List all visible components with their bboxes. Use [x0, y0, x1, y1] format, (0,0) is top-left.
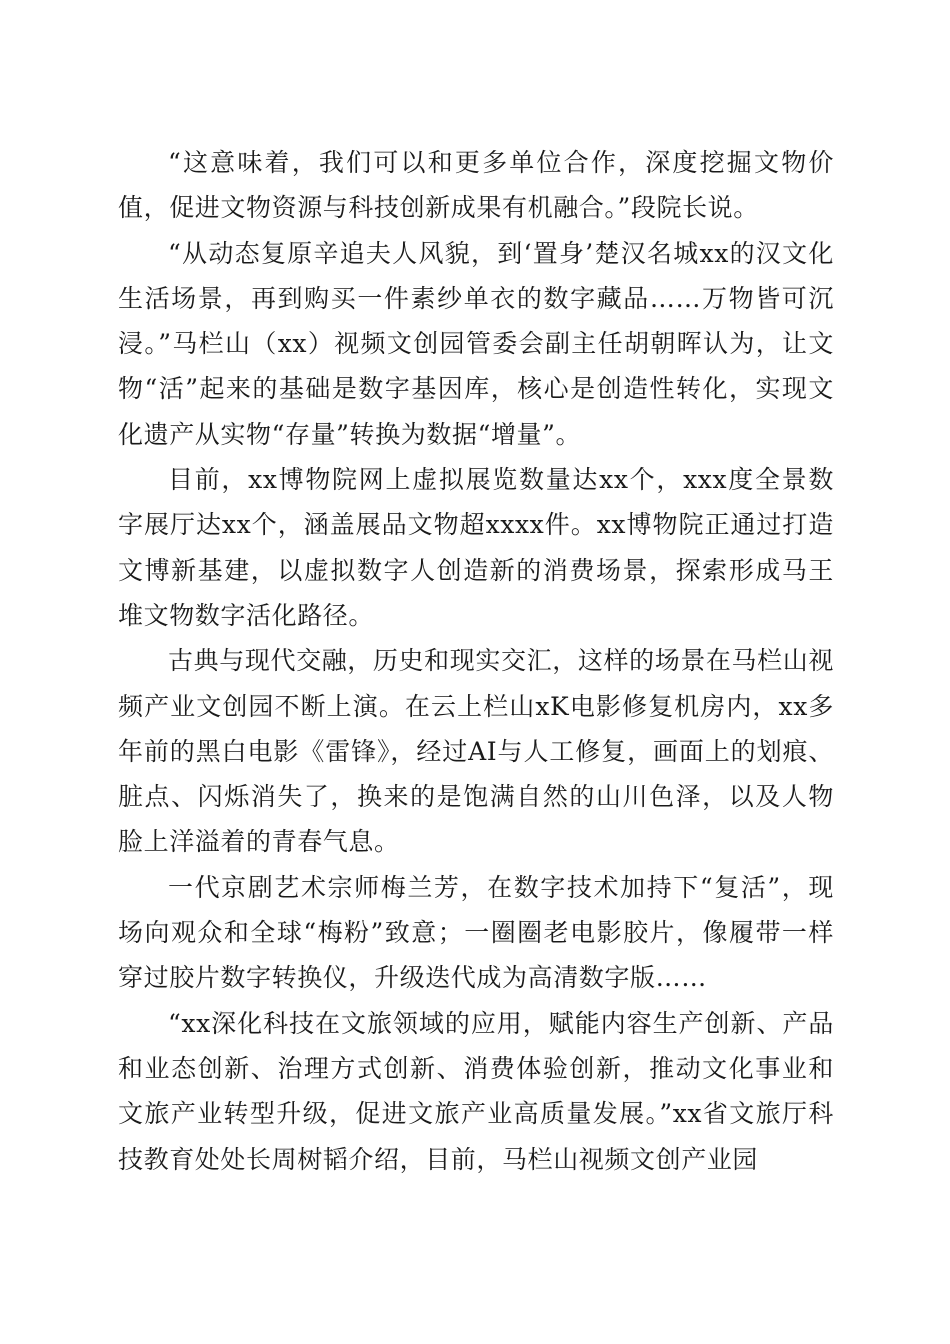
paragraph-3: 目前，xx博物院网上虚拟展览数量达xx个，xxx度全景数字展厅达xx个，涵盖展品文物超xxxx件。xx博物院正通过打造文博新基建，以虚拟数字人创造新的消费场景，探索形成马王堆文物数字活化路径。	[118, 465, 834, 630]
paragraph-6: “xx深化科技在文旅领域的应用，赋能内容生产创新、产品和业态创新、治理方式创新、消费体验创新，推动文化事业和文旅产业转型升级，促进文旅产业高质量发展。”xx省文旅厅科技教育处处长周树韬介绍，目前，马栏山视频文创产业园	[118, 1008, 834, 1174]
paragraph-1: “这意味着，我们可以和更多单位合作，深度挖掘文物价值，促进文物资源与科技创新成果有机融合。”段院长说。	[118, 148, 834, 223]
paragraph-5: 一代京剧艺术宗师梅兰芳，在数字技术加持下“复活”，现场向观众和全球“梅粉”致意；一圈圈老电影胶片，像履带一样穿过胶片数字转换仪，升级迭代成为高清数字版……	[118, 872, 834, 993]
paragraph-4: 古典与现代交融，历史和现实交汇，这样的场景在马栏山视频产业文创园不断上演。在云上栏山xK电影修复机房内，xx多年前的黑白电影《雷锋》，经过AI与人工修复，画面上的划痕、脏点、闪烁消失了，换来的是饱满自然的山川色泽，以及人物脸上洋溢着的青春气息。	[118, 646, 834, 857]
document-body	[118, 140, 834, 1182]
paragraph-2: “从动态复原辛追夫人风貌，到‘置身’楚汉名城xx的汉文化生活场景，再到购买一件素纱单衣的数字藏品……万物皆可沉浸。”马栏山（xx）视频文创园管委会副主任胡朝晖认为，让文物“活”起来的基础是数字基因库，核心是创造性转化，实现文化遗产从实物“存量”转换为数据“增量”。	[118, 238, 834, 449]
